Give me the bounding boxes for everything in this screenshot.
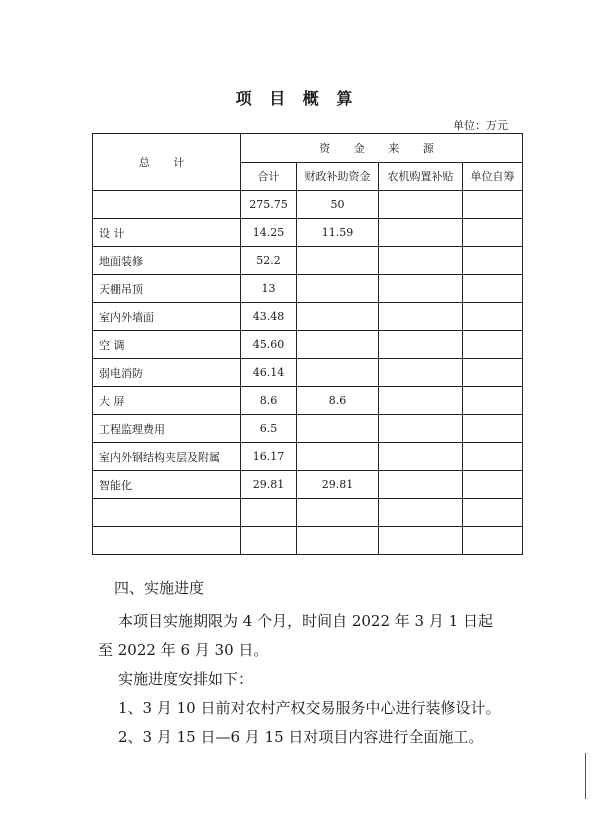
row-self: [463, 443, 523, 471]
row-machinery: [379, 275, 463, 303]
row-machinery: [379, 527, 463, 555]
row-item: [93, 527, 241, 555]
section-heading: 四、实施进度: [114, 579, 205, 597]
row-total: 29.81: [241, 471, 297, 499]
header-col-total: 合计: [241, 162, 297, 191]
row-item: 弱电消防: [93, 359, 241, 387]
totals-total: 275.75: [241, 191, 297, 219]
header-total-label: 总 计: [93, 134, 241, 191]
header-col-finance: 财政补助资金: [297, 162, 379, 191]
row-finance: [297, 303, 379, 331]
row-self: [463, 527, 523, 555]
row-total: 13: [241, 275, 297, 303]
paragraph: 2、3 月 15 日—6 月 15 日对项目内容进行全面施工。: [118, 728, 484, 746]
totals-finance: 50: [297, 191, 379, 219]
row-finance: [297, 247, 379, 275]
row-self: [463, 303, 523, 331]
table-row: [93, 387, 523, 415]
row-finance: [297, 443, 379, 471]
table-row: [93, 499, 523, 527]
row-item: 空 调: [93, 331, 241, 359]
table-row: [93, 331, 523, 359]
paragraph: 实施进度安排如下：: [118, 670, 254, 688]
row-item: 地面装修: [93, 247, 241, 275]
table-row: [93, 443, 523, 471]
row-finance: 8.6: [297, 387, 379, 415]
row-total: [241, 527, 297, 555]
row-machinery: [379, 499, 463, 527]
table-row: [93, 471, 523, 499]
row-total: 46.14: [241, 359, 297, 387]
row-finance: [297, 499, 379, 527]
row-finance: [297, 331, 379, 359]
row-self: [463, 415, 523, 443]
row-finance: [297, 359, 379, 387]
table-row: [93, 415, 523, 443]
row-machinery: [379, 247, 463, 275]
row-machinery: [379, 331, 463, 359]
row-total: 43.48: [241, 303, 297, 331]
totals-item: [93, 191, 241, 219]
totals-row: [93, 191, 523, 219]
budget-table: [92, 133, 523, 555]
row-machinery: [379, 303, 463, 331]
document-title: 项 目 概 算: [235, 89, 359, 108]
paragraph: 本项目实施期限为 4 个月，时间自 2022 年 3 月 1 日起: [118, 612, 493, 630]
row-self: [463, 219, 523, 247]
table-row: [93, 275, 523, 303]
header-col-machinery: 农机购置补贴: [379, 162, 463, 191]
row-self: [463, 471, 523, 499]
row-self: [463, 387, 523, 415]
row-item: 工程监理费用: [93, 415, 241, 443]
unit-note: 单位：万元: [453, 119, 508, 132]
totals-machinery: [379, 191, 463, 219]
row-self: [463, 275, 523, 303]
row-item: [93, 499, 241, 527]
totals-self: [463, 191, 523, 219]
row-finance: 29.81: [297, 471, 379, 499]
row-machinery: [379, 471, 463, 499]
paragraph: 至 2022 年 6 月 30 日。: [98, 641, 269, 659]
table-row: [93, 247, 523, 275]
row-machinery: [379, 359, 463, 387]
row-self: [463, 247, 523, 275]
budget-rows: [93, 219, 523, 555]
paragraph: 1、3 月 10 日前对农村产权交易服务中心进行装修设计。: [118, 699, 501, 717]
row-machinery: [379, 443, 463, 471]
row-item: 室内外钢结构夹层及附属: [93, 443, 241, 471]
row-self: [463, 331, 523, 359]
row-item: 设 计: [93, 219, 241, 247]
row-total: 16.17: [241, 443, 297, 471]
page-edge-mark: [585, 753, 586, 799]
table-row: [93, 303, 523, 331]
row-machinery: [379, 415, 463, 443]
row-item: 大 屏: [93, 387, 241, 415]
row-finance: 11.59: [297, 219, 379, 247]
row-item: 智能化: [93, 471, 241, 499]
table-row: [93, 527, 523, 555]
row-machinery: [379, 387, 463, 415]
header-col-self: 单位自筹: [463, 162, 523, 191]
row-finance: [297, 275, 379, 303]
table-header-row-1: [93, 134, 523, 163]
row-item: 室内外墙面: [93, 303, 241, 331]
row-total: 6.5: [241, 415, 297, 443]
row-total: 45.60: [241, 331, 297, 359]
row-self: [463, 499, 523, 527]
header-fund-source: 资 金 来 源: [241, 134, 523, 163]
row-finance: [297, 527, 379, 555]
table-row: [93, 359, 523, 387]
table-row: [93, 219, 523, 247]
row-self: [463, 359, 523, 387]
row-total: 8.6: [241, 387, 297, 415]
row-machinery: [379, 219, 463, 247]
row-total: 14.25: [241, 219, 297, 247]
row-total: 52.2: [241, 247, 297, 275]
row-item: 天棚吊顶: [93, 275, 241, 303]
row-total: [241, 499, 297, 527]
row-finance: [297, 415, 379, 443]
